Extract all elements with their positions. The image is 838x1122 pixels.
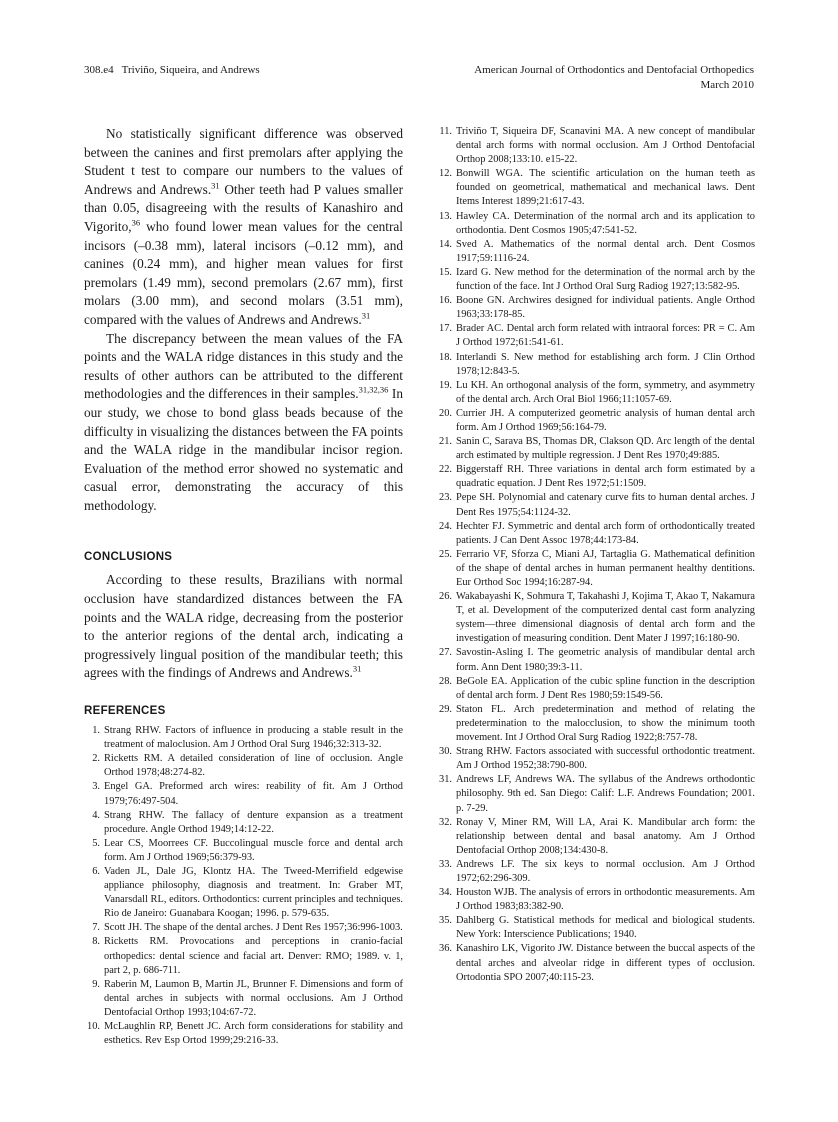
reference-text: Ricketts RM. A detailed consideration of line of occlusion. Angle Orthod 1978;48:274-82. [104,753,403,779]
reference-number: 6. [92,865,100,877]
reference-text: Ronay V, Miner RM, Will LA, Arai K. Mandibular arch form: the relationship between dental and basal anatomy. Am J Orthod Dentofacial Orthop 2008;134:430-8. [456,816,755,856]
reference-list-left [84,724,403,1048]
reference-item [436,520,755,548]
reference-number: 8. [92,936,100,948]
reference-item [436,351,755,379]
reference-text: Staton FL. Arch predetermination and method of relating the predetermination to the malocclusion, to show the minimum tooth movement. Int J Orthod Oral Surg Radiog 1922;8:757-78. [456,703,755,744]
reference-item [436,858,755,886]
reference-item [436,463,755,491]
reference-number: 25. [439,548,452,560]
reference-item [84,921,403,935]
reference-list-right [436,125,755,985]
journal-title: American Journal of Orthodontics and Dentofacial Orthopedics [474,64,754,76]
reference-item [436,407,755,435]
reference-text: Brader AC. Dental arch form related with intraoral forces: PR = C. Am J Orthod 1972;61:541-61. [456,323,755,349]
reference-item [436,294,755,322]
reference-text: Hawley CA. Determination of the normal arch and its application to orthodontia. Dent Cosmos 1905;47:541-52. [456,210,755,236]
reference-text: Triviño T, Siqueira DF, Scanavini MA. A new concept of mandibular dental arch forms with normal occlusion. Am J Orthod Dentofacial Orthop 2008;133:10. e15-22. [456,126,755,166]
reference-item [436,491,755,519]
text: According to these results, Brazilians with normal occlusion have standardized distances between the FA points and the WALA ridge, decreasing from the posterior to the anterior regions of the dental arch, indicating a progressively lingual position of the mandibular teeth; this agrees with the findings of Andrews and Andrews. [84,572,403,681]
reference-item [84,780,403,808]
reference-item [436,590,755,646]
reference-item [436,816,755,858]
reference-text: Andrews LF. The six keys to normal occlusion. Am J Orthod 1972;62:296-309. [456,858,755,884]
reference-text: Boone GN. Archwires designed for individual patients. Angle Orthod 1963;33:178-85. [456,295,755,321]
reference-number: 15. [439,266,452,278]
reference-number: 5. [92,837,100,849]
reference-number: 9. [92,978,100,990]
reference-number: 4. [92,809,100,821]
left-column [84,125,403,1048]
conclusions-heading: CONCLUSIONS [84,551,173,564]
reference-text: Currier JH. A computerized geometric analysis of human dental arch form. Am J Orthod 1969;56:164-79. [456,407,755,433]
running-header-left: 308.e4 Triviño, Siqueira, and Andrews [84,64,260,76]
reference-number: 17. [439,323,452,335]
reference-text: Strang RHW. Factors of influence in producing a stable result in the treatment of maloclusion. Am J Orthod Oral Surg 1946;32:313-32. [104,725,403,751]
issue-date: March 2010 [700,79,754,91]
reference-number: 26. [439,591,452,603]
reference-number: 33. [439,858,452,870]
text: In our study, we chose to bond glass beads because of the difficulty in visualizing the distances between the FA points and the WALA ridge in the mandibular incisor region. Evaluation of the method error showed no systematic and casual error, demonstrating the accuracy of this methodology. [84,386,404,513]
reference-number: 32. [439,816,452,828]
reference-text: Lear CS, Moorrees CF. Buccolingual muscle force and dental arch form. Am J Orthod 1969;56:379-93. [104,837,403,863]
reference-text: Ricketts RM. Provocations and perceptions in cranio-facial orthopedics: dental science and facial art. Denver: RMO; 1989. v. 1, part 2, p. 686-711. [104,936,403,976]
reference-text: Vaden JL, Dale JG, Klontz HA. The Tweed-Merrifield edgewise appliance philosophy, diagnosis and treatment. In: Graber MT, Vanarsdall RL, editors. Orthodontics: current principles and techniques. Rio de Janeiro: Guanabara Koogan; 1996. p. 579-635. [104,865,403,920]
reference-number: 2. [92,753,100,765]
reference-number: 34. [439,887,452,899]
reference-text: Interlandi S. New method for establishing arch form. J Clin Orthod 1978;12:843-5. [456,351,755,377]
reference-text: Hechter FJ. Symmetric and dental arch form of orthodontically treated patients. J Can Dent Assoc 1978;44:173-84. [456,520,755,546]
reference-number: 11. [439,126,452,137]
reference-number: 28. [439,675,452,687]
citation: 31 [352,664,362,675]
reference-text: Wakabayashi K, Sohmura T, Takahashi J, Kojima T, Akao T, Nakamura T, et al. Development of the computerized dental cast form analyzing system—three dimensional diagnosis of dental arch form and the investigation of measuring condition. Dent Mater J 1997;16:180-90. [456,591,755,645]
reference-text: Engel GA. Preformed arch wires: reability of fit. Am J Orthod 1979;76:497-504. [104,781,403,807]
reference-item [436,266,755,294]
paragraph-conclusions [84,571,403,683]
reference-text: Pepe SH. Polynomial and catenary curve fits to human dental arches. J Dent Res 1975;54:1124-32. [456,492,755,518]
text: Other teeth had P values smaller than 0.05, disagreeing with the results of Kanashiro and Vigorito, [84,181,403,234]
reference-item [436,703,755,745]
citation: 31,32,36 [358,384,389,395]
reference-number: 27. [439,647,452,659]
reference-text: Kanashiro LK, Vigorito JW. Distance between the buccal aspects of the dental arches and alveolar ridge in different types of occlusion. Ortodontia SPO 2007;40:115-23. [456,943,755,983]
reference-text: Lu KH. An orthogonal analysis of the form, symmetry, and asymmetry of the dental arch. Arch Oral Biol 1966;11:1057-69. [456,379,755,405]
right-column [436,125,755,985]
references-heading: REFERENCES [84,705,166,718]
reference-text: Sved A. Mathematics of the normal dental arch. Dent Cosmos 1917;59:1116-24. [456,238,755,264]
reference-text: Scott JH. The shape of the dental arches. J Dent Res 1957;36:996-1003. [104,922,403,934]
citation: 31 [361,310,371,321]
reference-item [84,1020,403,1048]
reference-item [84,724,403,752]
reference-text: Raberin M, Laumon B, Martin JL, Brunner F. Dimensions and form of dental arches in subjects with normal occlusions. Am J Orthod Dentofacial Orthop 1993;104:67-72. [104,978,403,1018]
reference-item [436,435,755,463]
reference-item [436,238,755,266]
reference-item [84,865,403,921]
reference-item [436,548,755,590]
reference-item [436,379,755,407]
reference-number: 30. [439,746,452,758]
reference-number: 29. [439,703,452,715]
citation: 36 [131,217,141,228]
reference-text: Izard G. New method for the determination of the normal arch by the function of the face. Int J Orthod Oral Surg Radiog 1927;13:582-95. [456,266,755,293]
reference-text: Savostin-Asling I. The geometric analysis of mandibular dental arch form. Ann Dent 1980;39:3-11. [456,647,755,673]
reference-text: Ferrario VF, Sforza C, Miani AJ, Tartaglia G. Mathematical definition of the shape of dental arches in human permanent healthy dentitions. Eur Orthod Soc 1994;16:287-94. [456,548,755,588]
reference-text: Houston WJB. The analysis of errors in orthodontic measurements. Am J Orthod 1983;83:382-90. [456,887,755,913]
reference-text: Strang RHW. The fallacy of denture expansion as a treatment procedure. Angle Orthod 1949;14:12-22. [104,809,403,835]
reference-item [436,646,755,674]
reference-text: McLaughlin RP, Benett JC. Arch form considerations for stability and esthetics. Rev Esp Ortod 1999;29:216-33. [104,1021,403,1047]
paragraph-discussion-1 [84,125,403,330]
reference-number: 16. [439,295,452,307]
reference-number: 20. [439,407,452,419]
reference-text: Strang RHW. Factors associated with successful orthodontic treatment. Am J Orthod 1952;38:790-800. [456,746,755,772]
text: No statistically significant difference was observed between the canines and first premolars after applying the Student t test to compare our numbers to the values of Andrews and Andrews. [84,126,403,197]
reference-number: 21. [439,436,452,448]
reference-text: Andrews LF, Andrews WA. The syllabus of the Andrews orthodontic philosophy. 9th ed. San Diego: Calif: L.F. Andrews Foundation; 2001. p. 7-29. [456,774,755,814]
reference-text: BeGole EA. Application of the cubic spline function in the description of dental arch form. J Dent Res 1980;59:1549-56. [456,675,755,701]
running-header-right [474,63,754,93]
reference-item [436,773,755,815]
reference-number: 10. [87,1021,100,1032]
reference-number: 36. [439,943,452,955]
reference-number: 13. [439,210,452,222]
reference-number: 18. [439,351,452,363]
reference-item [436,675,755,703]
reference-item [84,935,403,977]
text: who found lower mean values for the central incisors (–0.38 mm), lateral incisors (–0.12 mm), and canines (0.24 mm), and higher mean values for first premolars (1.49 mm), second premolars (2.67 mm), first molars (3.00 mm), and second molars (3.51 mm), compared with the values of Andrews and Andrews. [84,218,403,327]
reference-item [436,167,755,209]
reference-number: 1. [92,725,100,737]
text: The discrepancy between the mean values of the FA points and the WALA ridge distances in this study and the results of other authors can be attributed to the different methodologies and the differences in their samples. [84,330,403,402]
reference-item [436,745,755,773]
reference-item [84,752,403,780]
reference-number: 35. [439,915,452,927]
reference-item [436,125,755,167]
reference-item [436,322,755,350]
reference-text: Sanin C, Sarava BS, Thomas DR, Clakson QD. Arc length of the dental arch estimated by multiple regression. J Dent Res 1970;49:885. [456,436,755,462]
citation: 31 [211,180,220,191]
reference-item [84,978,403,1020]
reference-number: 24. [439,520,452,532]
reference-number: 23. [439,492,452,504]
reference-number: 12. [439,168,452,180]
reference-number: 7. [92,922,100,934]
reference-item [84,837,403,865]
reference-item [436,914,755,942]
reference-number: 14. [439,238,452,250]
reference-text: Dahlberg G. Statistical methods for medical and biological students. New York: Interscience Publications; 1940. [456,915,755,941]
reference-item [436,886,755,914]
reference-item [436,942,755,984]
reference-number: 19. [439,379,452,391]
reference-item [436,210,755,238]
reference-number: 22. [439,464,452,476]
reference-number: 3. [92,781,100,793]
reference-item [84,809,403,837]
paragraph-discussion-2 [84,330,403,516]
reference-text: Bonwill WGA. The scientific articulation on the human teeth as founded on geometrical, mathematical and mechanical laws. Dent Items Interest 1899;21:617-43. [456,168,755,208]
reference-number: 31. [439,774,452,786]
reference-text: Biggerstaff RH. Three variations in dental arch form estimated by a quadratic equation. J Dent Res 1972;51:1509. [456,464,755,490]
